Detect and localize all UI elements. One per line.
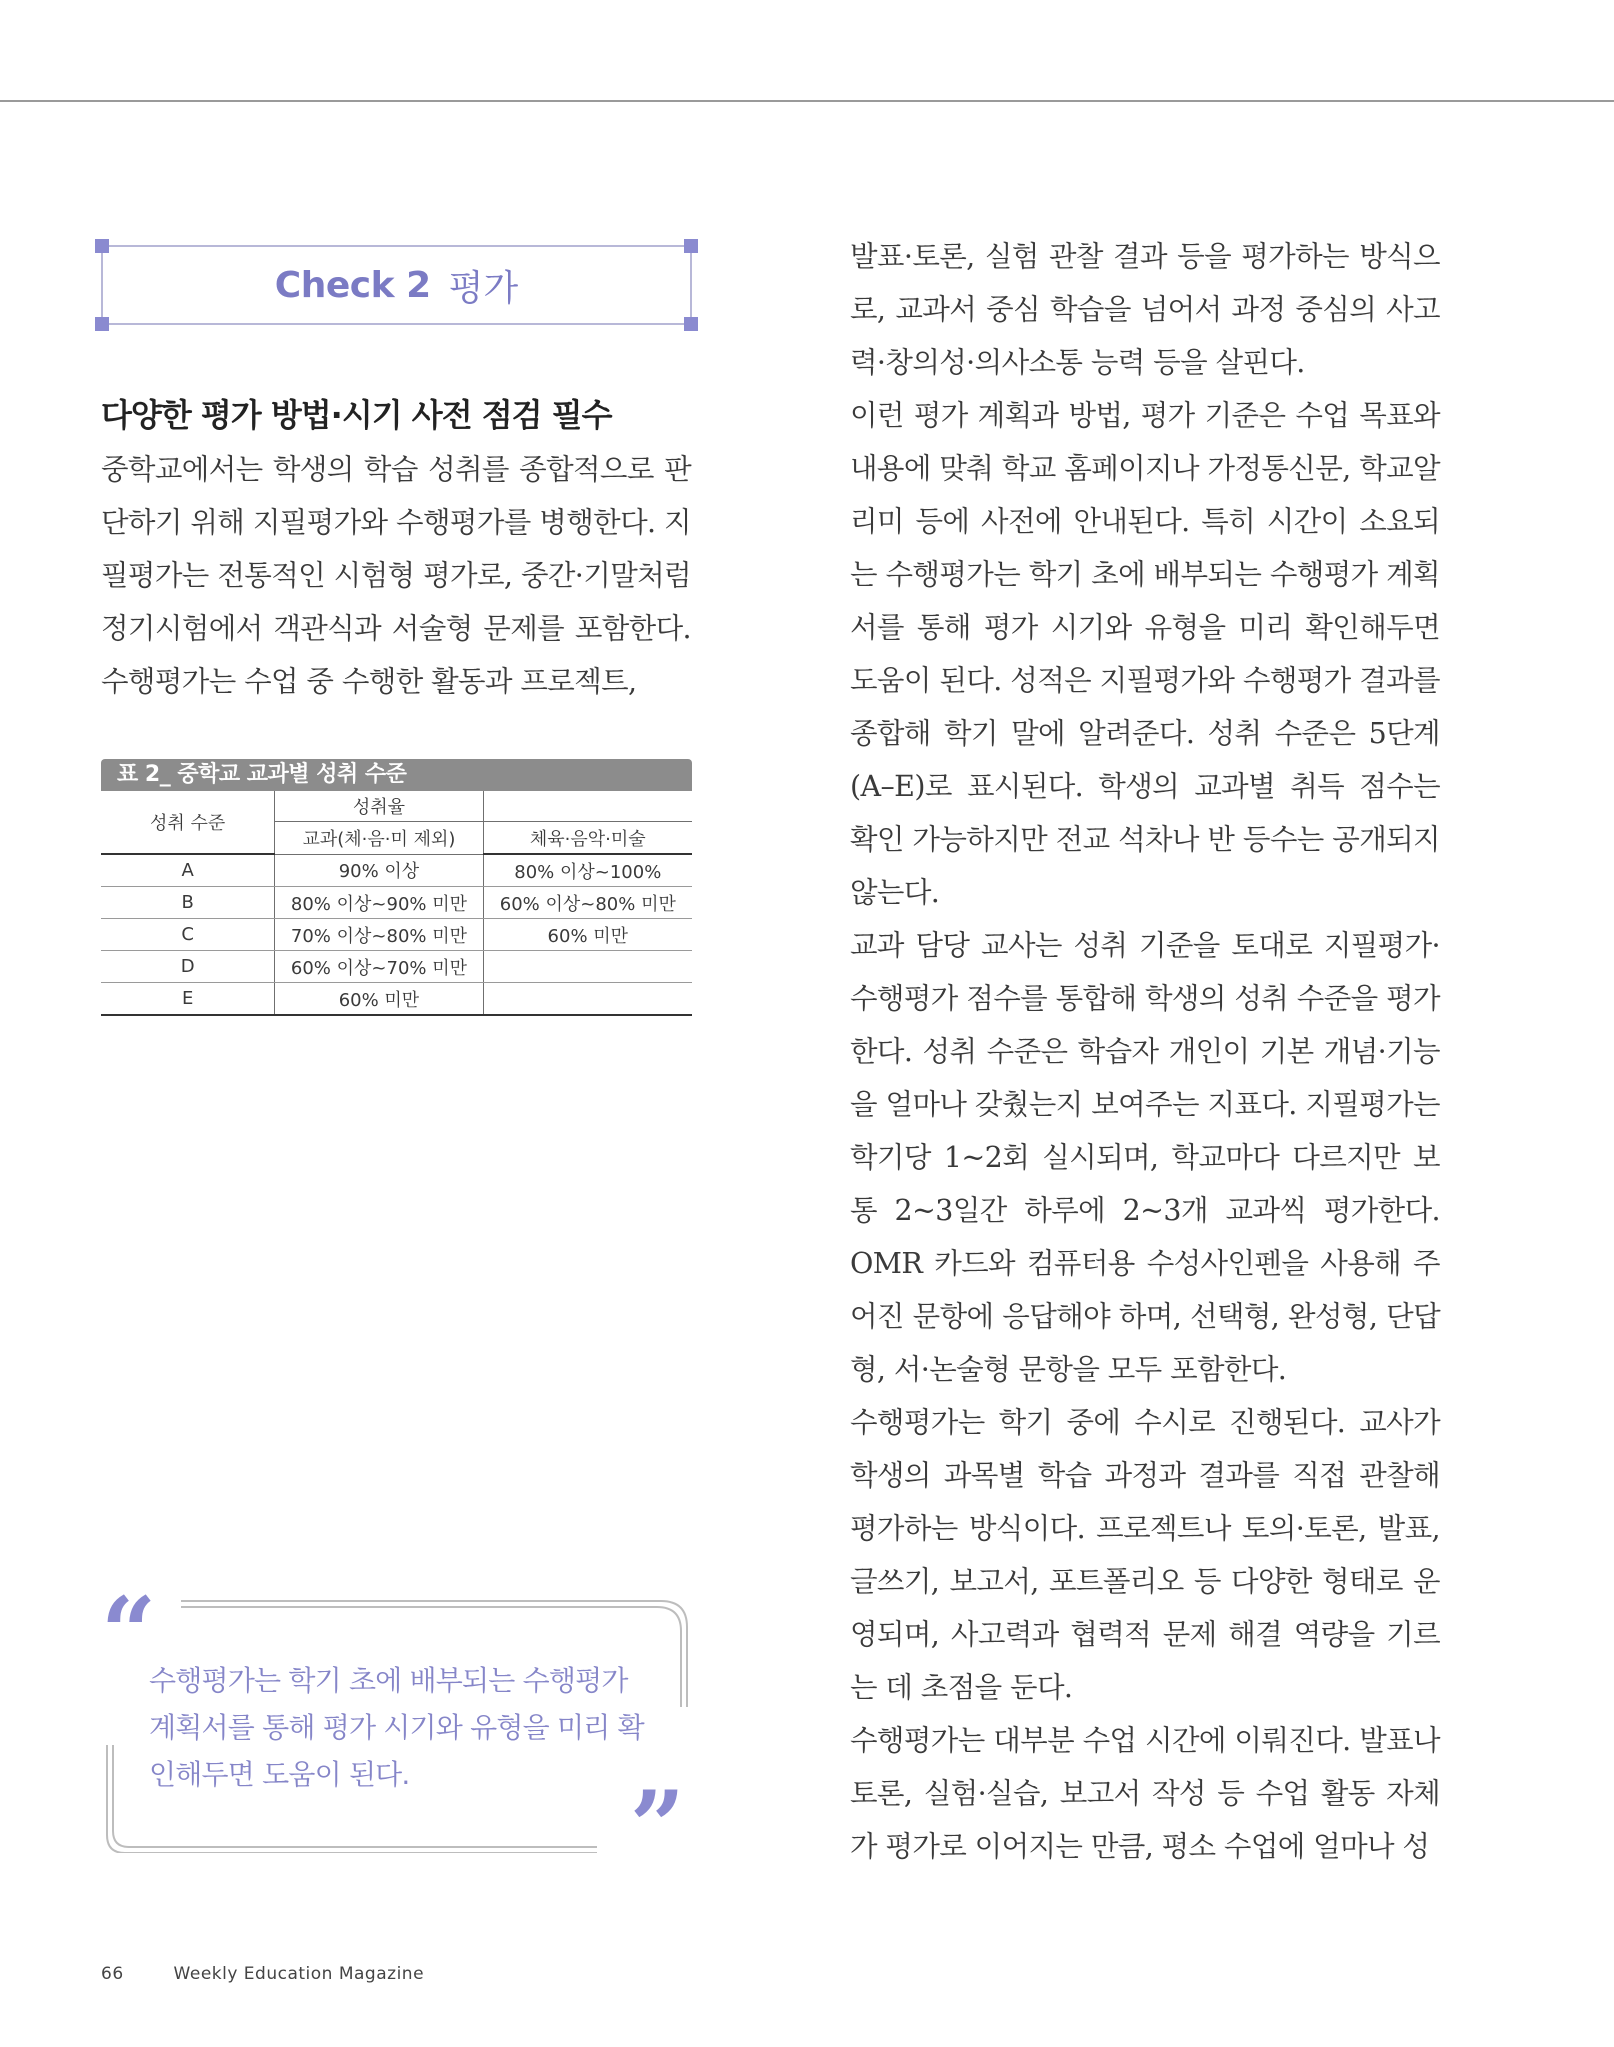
paragraph: 수행평가는 학기 중에 수시로 진행된다. 교사가 학생의 과목별 학습 과정과 결과를 직접 관찰해 평가하는 방식이다. 프로젝트나 토의·토론, 발표, 글쓰기, 보고서, 포트폴리오 등 다양한 형태로 운영되며, 사고력과 협력적 문제 해결 역량을 기르는 데 초점을 둔다. <box>850 1406 1440 1704</box>
paragraph: 교과 담당 교사는 성취 기준을 토대로 지필평가·수행평가 점수를 통합해 학생의 성취 수준을 평가한다. 성취 수준은 학습자 개인이 기본 개념·기능을 얼마나 갖췄는지 보여주는 지표다. 지필평가는 학기당 1~2회 실시되며, 학교마다 다르지만 보통 2~3일간 하루에 2~3개 교과씩 평가한다. OMR 카드와 컴퓨터용 수성사인펜을 사용해 주어진 문항에 응답해야 하며, 선택형, 완성형, 단답형, 서·논술형 문항을 모두 포함한다. <box>850 929 1440 1386</box>
cell-level: E <box>101 983 275 1016</box>
magazine-name: Weekly Education Magazine <box>173 1964 425 1984</box>
top-rule <box>0 100 1614 102</box>
quote-text: 수행평가는 학기 초에 배부되는 수행평가 계획서를 통해 평가 시기와 유형을 미리 확인해두면 도움이 된다. <box>149 1664 644 1791</box>
header-arts: 체육·음악·미술 <box>483 822 692 855</box>
table-row <box>101 951 692 983</box>
table-row <box>101 983 692 1016</box>
paragraph: 수행평가는 대부분 수업 시간에 이뤄진다. 발표나 토론, 실험·실습, 보고서 작성 등 수업 활동 자체가 평가로 이어지는 만큼, 평소 수업에 얼마나 성 <box>850 1724 1440 1863</box>
subsection-heading: 다양한 평가 방법·시기 사전 점검 필수 <box>101 396 612 434</box>
cell-general: 60% 미만 <box>275 983 483 1016</box>
table-row <box>101 854 692 887</box>
header-general: 교과(체·음·미 제외) <box>275 822 483 855</box>
grade-table <box>101 759 692 1016</box>
check-title: 평가 <box>448 267 519 309</box>
header-empty <box>483 791 692 822</box>
open-quote-mark: “ <box>101 1576 157 1689</box>
cell-level: C <box>101 919 275 951</box>
table-row <box>101 919 692 951</box>
cell-general: 70% 이상~80% 미만 <box>275 919 483 951</box>
cell-general: 90% 이상 <box>275 854 483 887</box>
section-title-box <box>101 245 692 325</box>
check-label: Check 2 <box>274 264 431 306</box>
cell-level: A <box>101 854 275 887</box>
section-title <box>103 247 690 323</box>
table-row <box>101 887 692 919</box>
right-body-text <box>850 230 1440 1873</box>
cell-arts <box>483 983 692 1016</box>
cell-level: B <box>101 887 275 919</box>
header-rate: 성취율 <box>275 791 483 822</box>
cell-level: D <box>101 951 275 983</box>
cell-arts <box>483 951 692 983</box>
page-footer <box>101 1964 424 1984</box>
page-number: 66 <box>101 1964 124 1984</box>
cell-general: 80% 이상~90% 미만 <box>275 887 483 919</box>
pull-quote <box>101 1576 693 1883</box>
close-quote-mark: ” <box>629 1770 685 1883</box>
cell-arts: 80% 이상~100% <box>483 854 692 887</box>
table-caption: 표 2_ 중학교 교과별 성취 수준 <box>101 759 692 791</box>
cell-arts: 60% 이상~80% 미만 <box>483 887 692 919</box>
cell-arts: 60% 미만 <box>483 919 692 951</box>
cell-general: 60% 이상~70% 미만 <box>275 951 483 983</box>
paragraph: 이런 평가 계획과 방법, 평가 기준은 수업 목표와 내용에 맞춰 학교 홈페이지나 가정통신문, 학교알리미 등에 사전에 안내된다. 특히 시간이 소요되는 수행평가는 학기 초에 배부되는 수행평가 계획서를 통해 평가 시기와 유형을 미리 확인해두면 도움이 된다. 성적은 지필평가와 수행평가 결과를 종합해 학기 말에 알려준다. 성취 수준은 5단계(A–E)로 표시된다. 학생의 교과별 취득 점수는 확인 가능하지만 전교 석차나 반 등수는 공개되지 않는다. <box>850 399 1440 909</box>
grade-table-body <box>101 791 692 1016</box>
paragraph: 발표·토론, 실험 관찰 결과 등을 평가하는 방식으로, 교과서 중심 학습을 넘어서 과정 중심의 사고력·창의성·의사소통 능력 등을 살핀다. <box>850 240 1440 379</box>
header-level: 성취 수준 <box>101 791 275 854</box>
left-body-text: 중학교에서는 학생의 학습 성취를 종합적으로 판단하기 위해 지필평가와 수행평가를 병행한다. 지필평가는 전통적인 시험형 평가로, 중간·기말처럼 정기시험에서 객관식과 서술형 문제를 포함한다. 수행평가는 수업 중 수행한 활동과 프로젝트, <box>101 453 691 698</box>
